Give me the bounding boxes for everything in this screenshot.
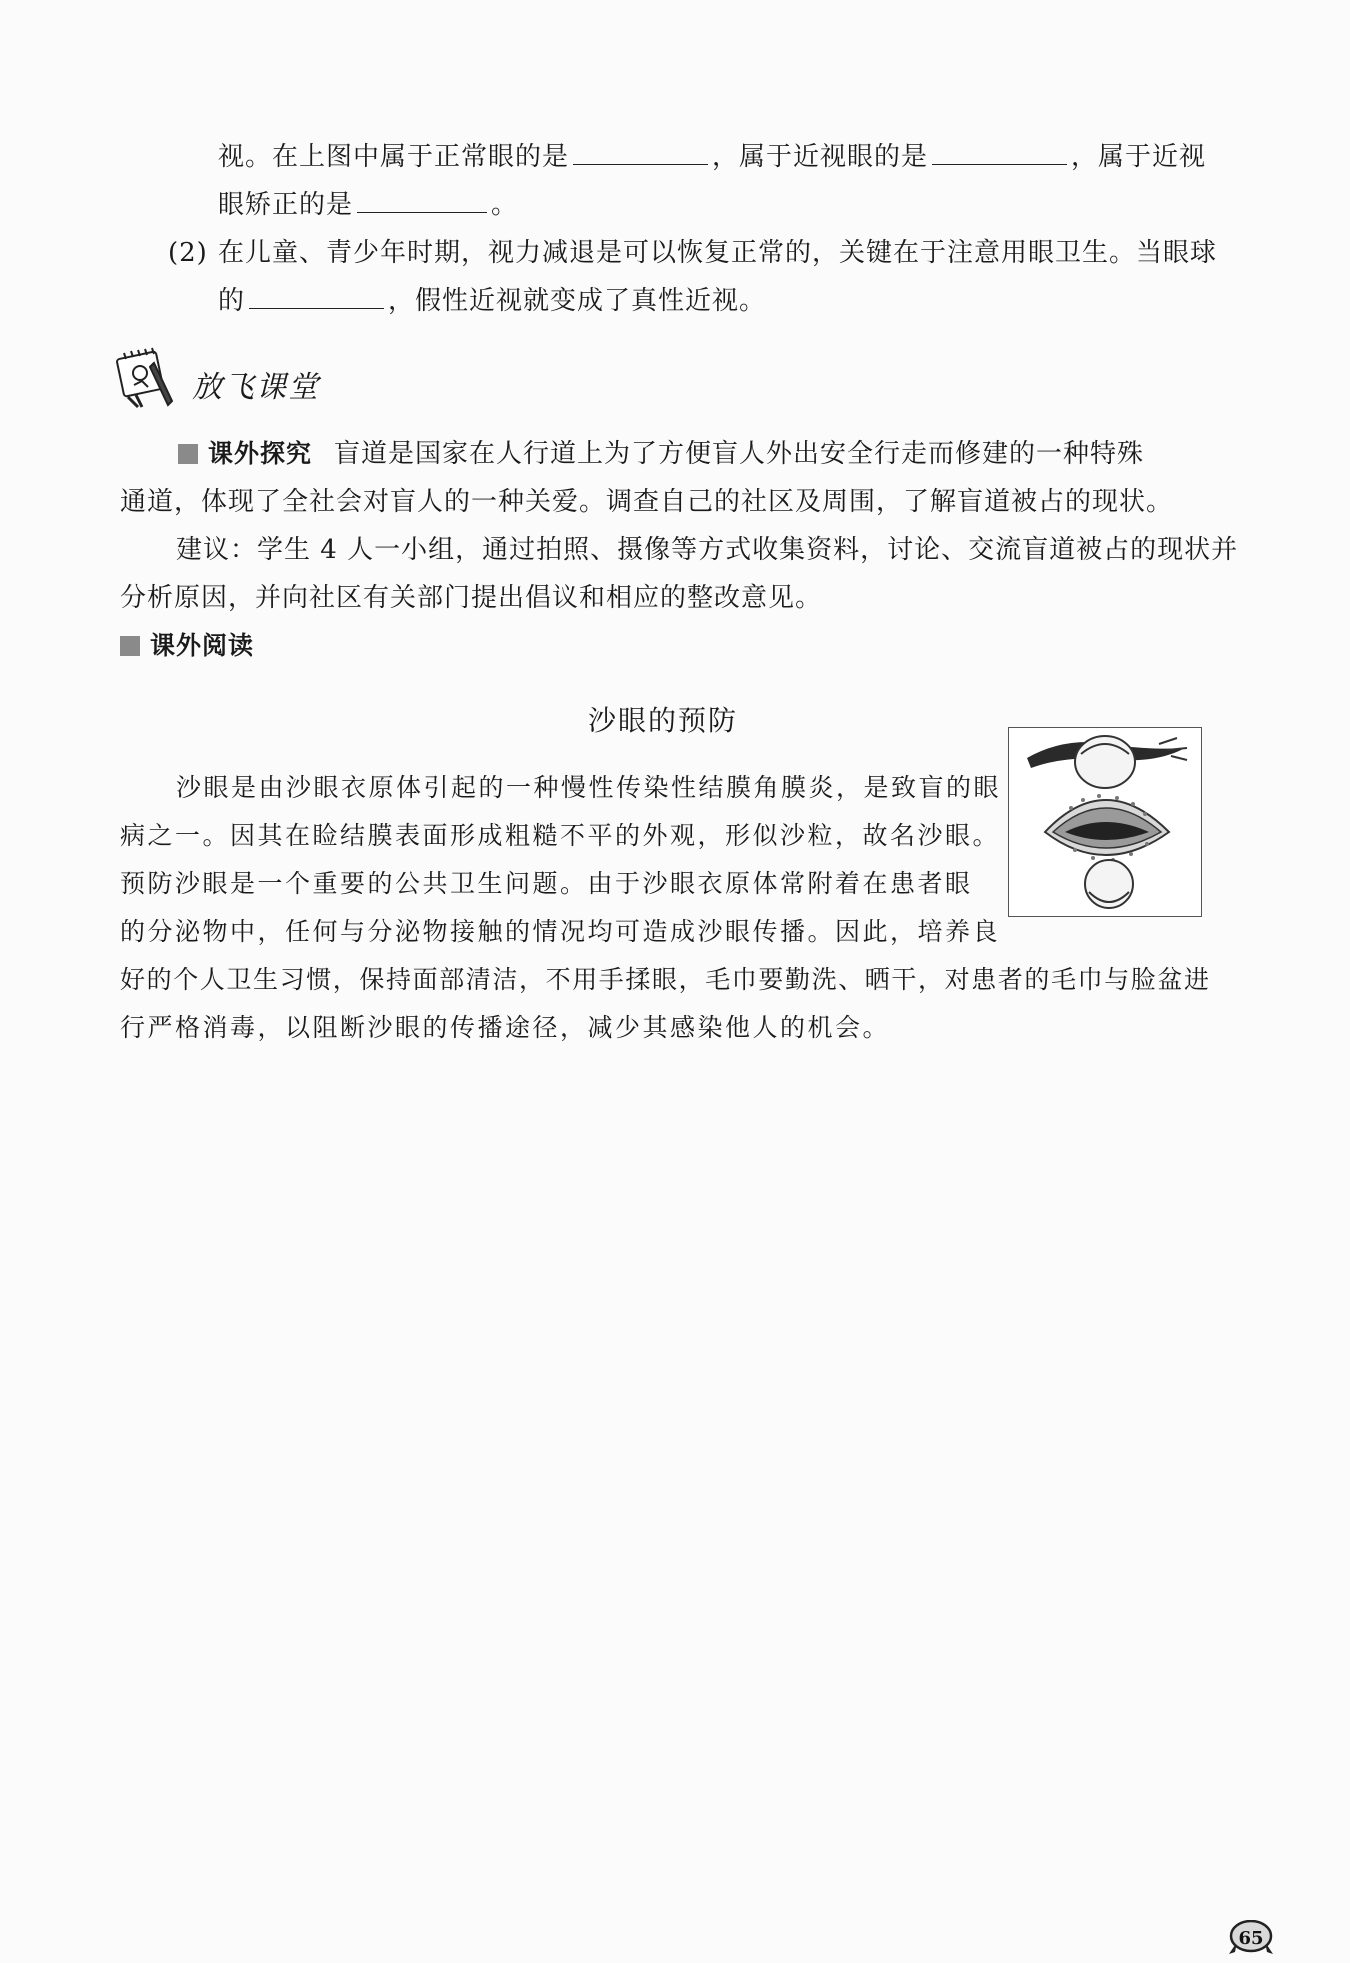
q1-text-a: 视。在上图中属于正常眼的是 [218, 142, 570, 172]
answer-blank-normal-eye[interactable] [573, 138, 708, 165]
explore-line-3: 建议：学生 4 人一小组，通过拍照、摄像等方式收集资料，讨论、交流盲道被占的现状并 [176, 535, 1239, 565]
q2-text-a: 在儿童、青少年时期，视力减退是可以恢复正常的，关键在于注意用眼卫生。当眼球 [218, 238, 1218, 268]
q2-line-1 [168, 233, 1217, 273]
reading-label: 课外阅读 [150, 631, 255, 660]
trachoma-figure [1008, 727, 1202, 917]
reading-line-6: 行严格消毒，以阻断沙眼的传播途径，减少其感染他人的机会。 [120, 1013, 891, 1042]
q1-line-1 [218, 137, 1206, 177]
reading-title: 沙眼的预防 [588, 704, 739, 737]
section-square-icon [178, 444, 198, 464]
explore-line-4: 分析原因，并向社区有关部门提出倡议和相应的整改意见。 [120, 583, 823, 613]
q2-number: (2) [168, 238, 208, 268]
answer-blank-corrected-eye[interactable] [357, 186, 487, 213]
reading-line-2: 病之一。因其在睑结膜表面形成粗糙不平的外观，形似沙粒，故名沙眼。 [120, 821, 1001, 850]
answer-blank-myopic-eye[interactable] [932, 138, 1067, 165]
q1-line-2 [218, 185, 518, 225]
page-number: 65 [1238, 1928, 1264, 1949]
notebook-pencil-icon [114, 345, 184, 409]
everted-eyelid-illustration [1009, 728, 1201, 916]
answer-blank-q2[interactable] [249, 282, 384, 309]
section-square-icon [120, 636, 140, 656]
reading-line-1: 沙眼是由沙眼衣原体引起的一种慢性传染性结膜角膜炎，是致盲的眼 [176, 773, 1002, 802]
reading-line-3: 预防沙眼是一个重要的公共卫生问题。由于沙眼衣原体常附着在患者眼 [120, 869, 973, 898]
q1-text-e: 。 [491, 190, 519, 220]
banner-title: 放飞课堂 [192, 370, 320, 405]
q1-text-b: ，属于近视眼的是 [712, 142, 929, 172]
q2-line-2 [218, 281, 766, 321]
q2-text-b: 的 [218, 286, 246, 316]
q1-text-d: 眼矫正的是 [218, 190, 354, 220]
reading-line-4: 的分泌物中，任何与分泌物接触的情况均可造成沙眼传播。因此，培养良 [120, 917, 1001, 946]
explore-text-1: 盲道是国家在人行道上为了方便盲人外出安全行走而修建的一种特殊 [334, 439, 1145, 469]
explore-line-1 [178, 434, 1144, 474]
explore-label: 课外探究 [208, 439, 313, 468]
q1-text-c: ，属于近视 [1071, 142, 1207, 172]
reading-line-5: 好的个人卫生习惯，保持面部清洁，不用手揉眼，毛巾要勤洗、晒干，对患者的毛巾与脸盆进 [120, 965, 1211, 994]
explore-line-2: 通道，体现了全社会对盲人的一种关爱。调查自己的社区及周围，了解盲道被占的现状。 [120, 487, 1174, 517]
reading-header [120, 626, 254, 666]
q2-text-c: ，假性近视就变成了真性近视。 [388, 286, 767, 316]
